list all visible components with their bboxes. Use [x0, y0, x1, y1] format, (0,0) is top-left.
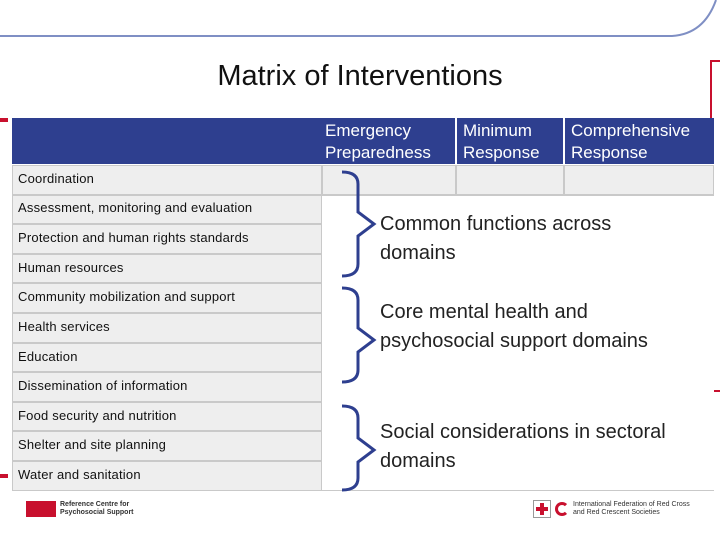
header-divider-1 [455, 118, 457, 164]
column-header-text: Minimum Response [463, 121, 540, 162]
slide-title: Matrix of Interventions [217, 60, 503, 92]
margin-mark-bottom [0, 474, 8, 478]
column-header-comprehensive-response [571, 120, 711, 164]
row-label-food-security: Food security and nutrition [18, 408, 177, 423]
bracket-1 [342, 172, 374, 276]
group-common-functions: Common functions across domains [380, 213, 612, 264]
row-label-coordination: Coordination [18, 171, 95, 186]
column-header-emergency-preparedness [325, 120, 455, 164]
matrix-cell [564, 165, 714, 195]
column-header-minimum-response [463, 120, 563, 164]
group-brackets [318, 170, 378, 495]
reference-centre-logo-text: Reference Centre for Psychosocial Support [60, 501, 134, 516]
margin-mark-top [0, 118, 8, 122]
bracket-3 [342, 406, 374, 490]
row-label-dissemination: Dissemination of information [18, 378, 188, 393]
column-header-text: Comprehensive Response [571, 121, 691, 162]
reference-centre-logo-mark [26, 501, 56, 517]
row-label-community-mobilization: Community mobilization and support [18, 289, 236, 304]
ifrc-logo-text: International Federation of Red Cross and Red Crescent Societies [573, 501, 690, 516]
column-header-text: Emergency Preparedness [325, 121, 431, 162]
bracket-2 [342, 288, 374, 382]
matrix-cell [456, 165, 564, 195]
red-cross-icon [533, 500, 551, 518]
row-label-health-services: Health services [18, 319, 110, 334]
row-label-human-resources: Human resources [18, 260, 124, 275]
reference-centre-logo [26, 501, 140, 517]
group-social-considerations: Social considerations in sectoral domains [380, 421, 666, 472]
row-label-education: Education [18, 349, 78, 364]
row-label-shelter: Shelter and site planning [18, 437, 167, 452]
red-crescent-icon [555, 502, 569, 516]
decorative-swoosh [0, 0, 720, 60]
row-label-protection: Protection and human rights standards [18, 230, 249, 245]
row-label-water: Water and sanitation [18, 467, 141, 482]
header-divider-2 [563, 118, 565, 164]
ifrc-logo [533, 500, 703, 518]
side-marker-1 [710, 60, 720, 122]
group-core-mhpss: Core mental health and psychosocial support domains [380, 301, 648, 352]
row-label-assessment: Assessment, monitoring and evaluation [18, 200, 253, 215]
